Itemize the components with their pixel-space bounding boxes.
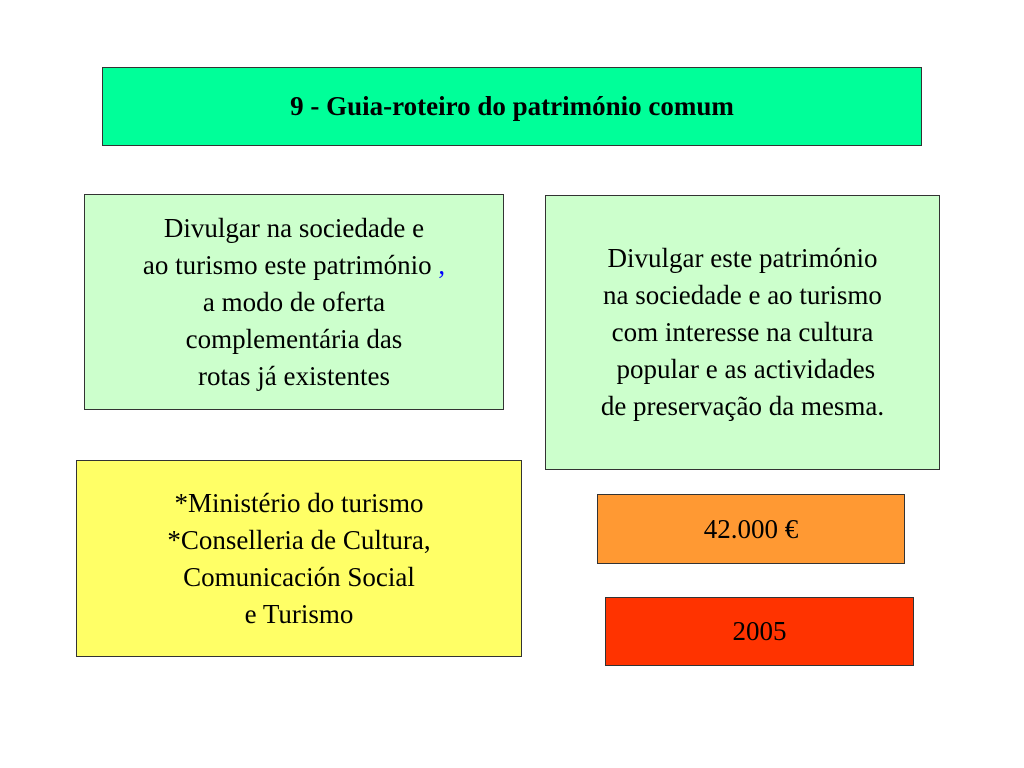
right-line-1: Divulgar este património — [607, 243, 878, 273]
left-line-2 — [143, 247, 445, 284]
year-value: 2005 — [732, 616, 787, 646]
blue-comma: , — [438, 249, 446, 280]
slide-title: 9 - Guia-roteiro do património comum — [290, 91, 734, 121]
left-description-box — [84, 194, 504, 410]
left-line-2-text: ao turismo este património — [142, 249, 439, 280]
slide-title-box — [102, 67, 922, 146]
institution-line-3: Comunicación Social — [183, 561, 415, 592]
institution-line-1: *Ministério do turismo — [174, 487, 424, 518]
right-line-5: de preservação da mesma. — [600, 391, 885, 421]
budget-box — [597, 494, 905, 564]
right-line-4: popular e as actividades — [609, 354, 876, 384]
right-description-box — [545, 195, 940, 470]
year-box — [605, 597, 914, 666]
right-line-2: na sociedade e ao turismo — [603, 280, 882, 310]
institutions-text — [167, 485, 430, 633]
left-line-4: complementária das — [185, 323, 403, 354]
left-line-3: a modo de oferta — [202, 286, 386, 317]
right-line-3: com interesse na cultura — [611, 317, 874, 347]
institutions-box — [76, 460, 522, 657]
institution-line-4: e Turismo — [244, 598, 354, 629]
left-line-1: Divulgar na sociedade e — [163, 212, 425, 243]
budget-amount: 42.000 € — [703, 513, 799, 544]
left-description-text — [143, 210, 445, 395]
institution-line-2: *Conselleria de Cultura, — [167, 524, 431, 555]
left-line-5: rotas já existentes — [198, 360, 390, 391]
right-description-text — [601, 240, 884, 425]
